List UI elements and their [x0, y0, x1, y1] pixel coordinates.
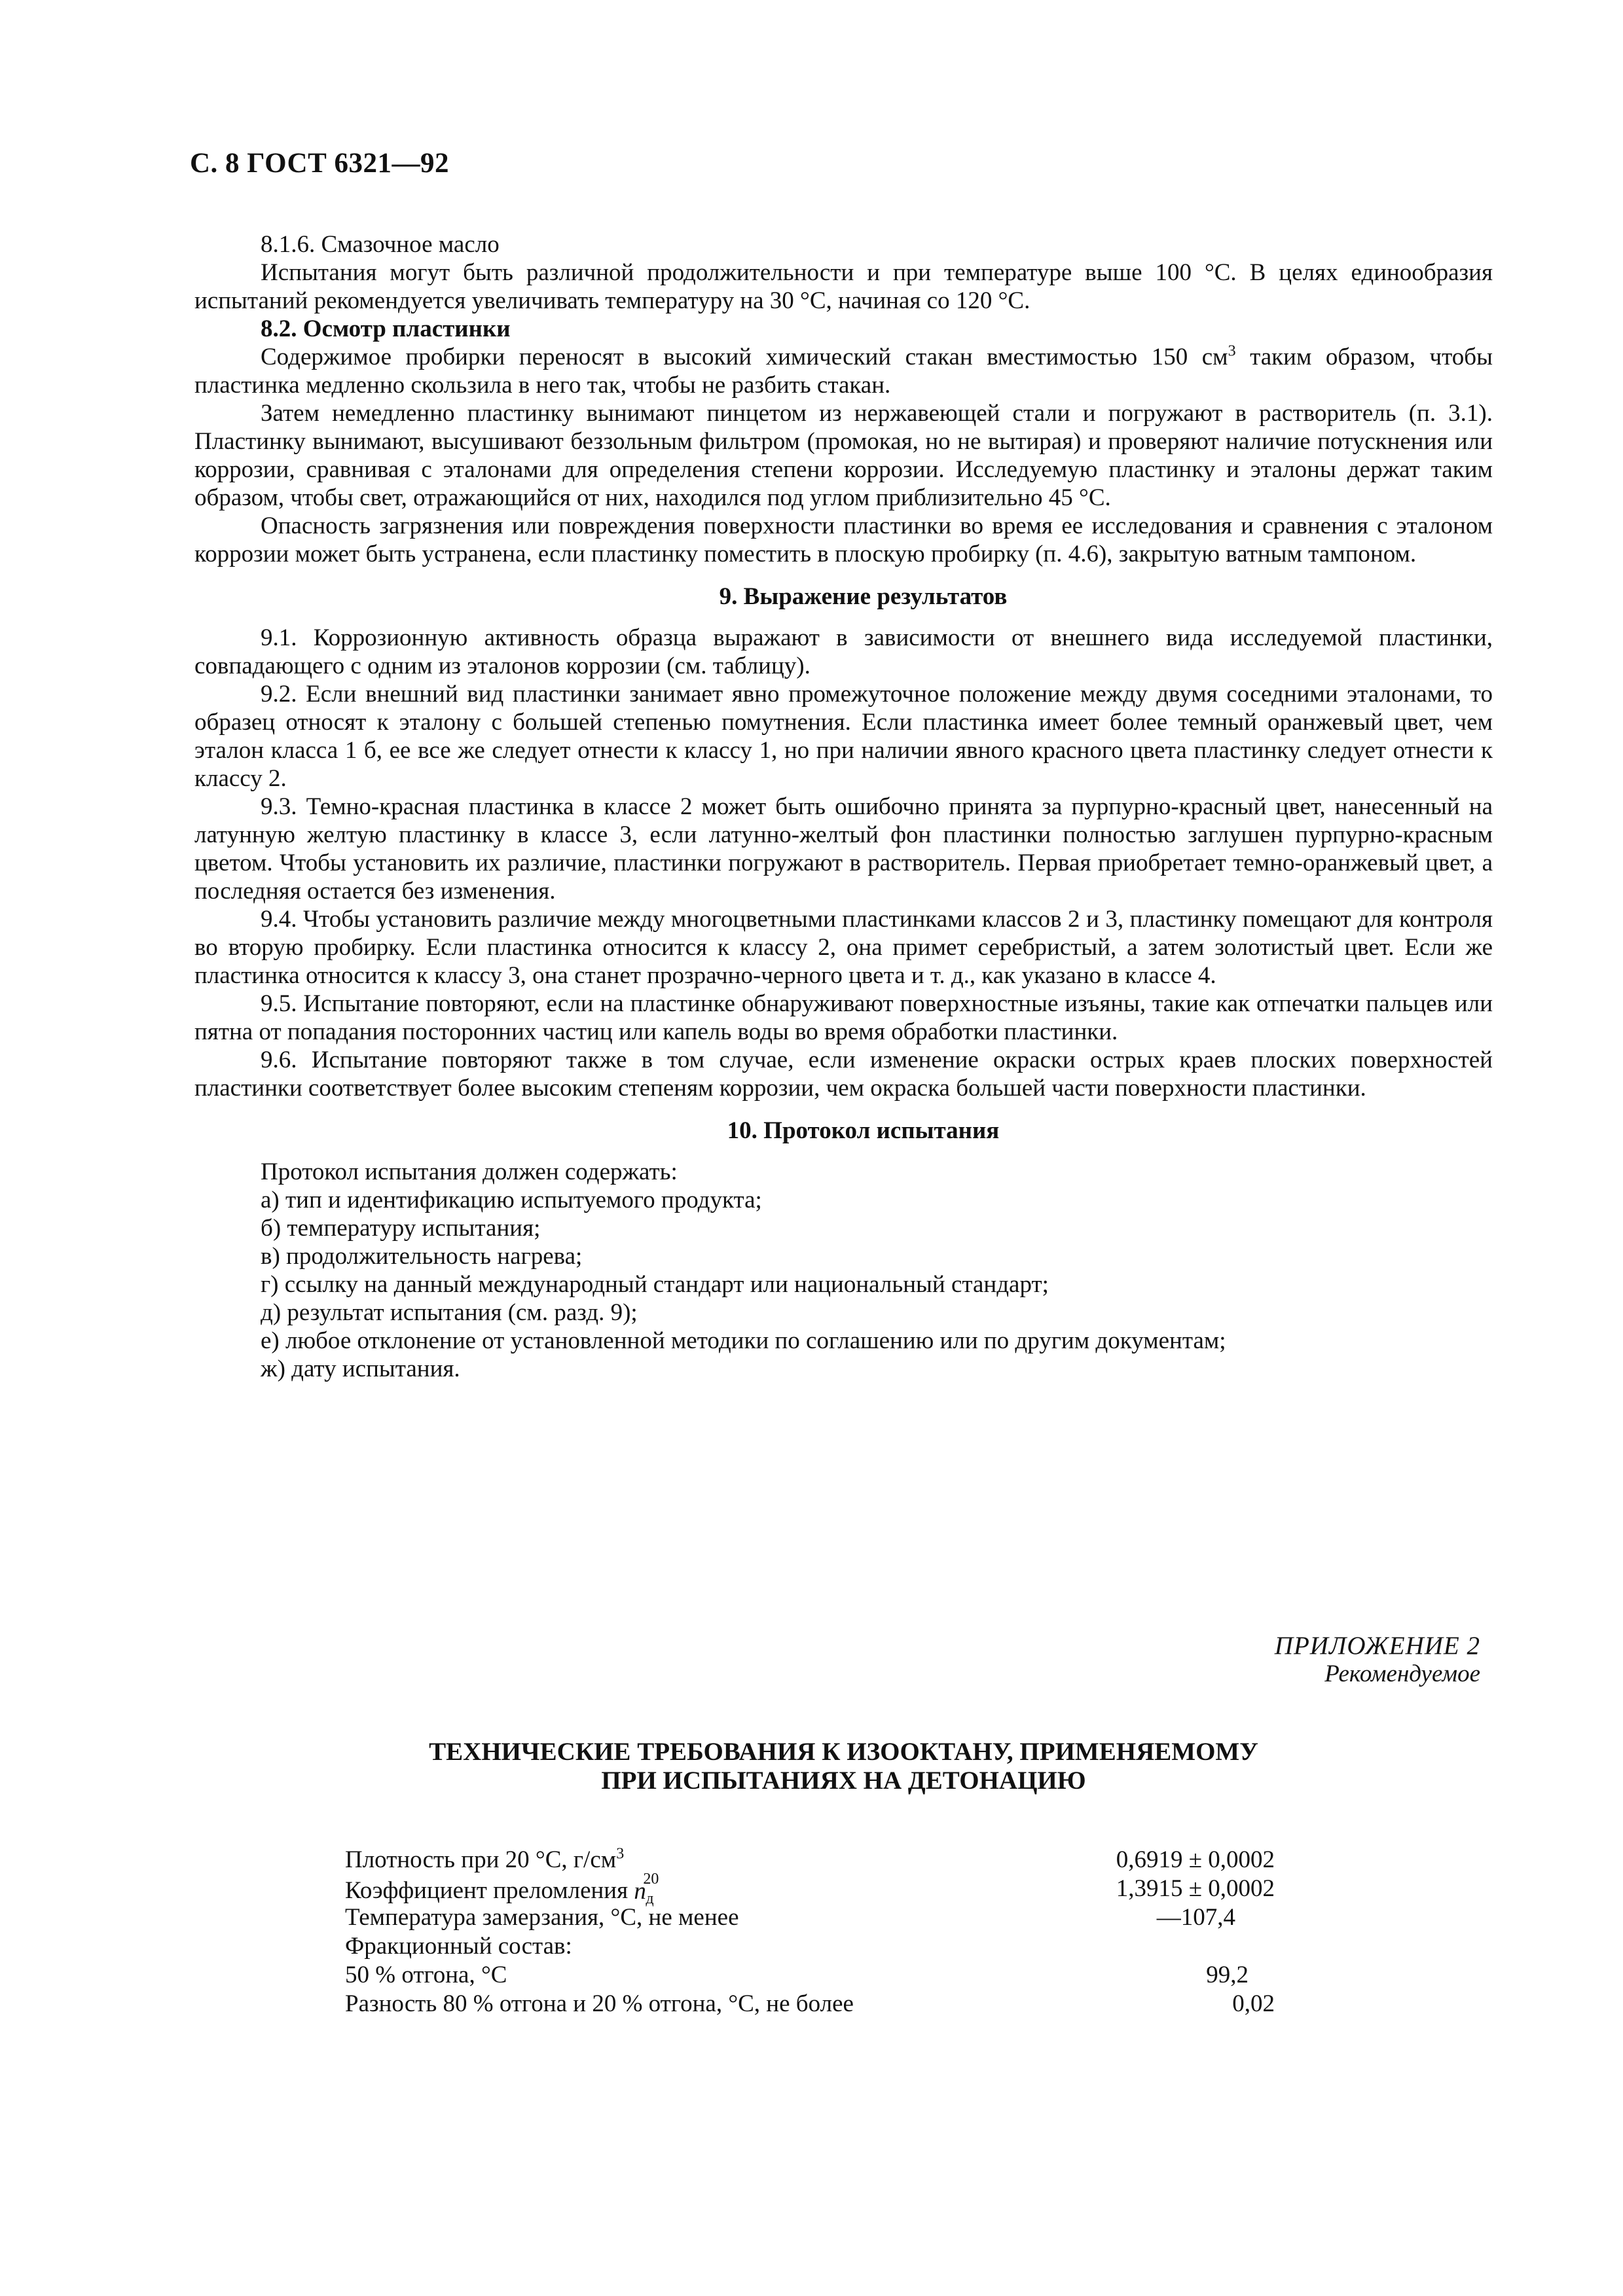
list-item: е) любое отклонение от установленной методики по соглашению или по другим документам; [261, 1327, 1226, 1354]
spec-row-density: Плотность при 20 °С, $г/см^3$ 0,6919 ± 0,0002 [345, 1845, 1275, 1873]
appendix-label-block [1275, 1632, 1480, 1688]
section-8-2-title: 8.2. Осмотр пластинки [261, 315, 511, 342]
paragraph: Опасность загрязнения или повреждения поверхности пластинки во время ее исследования и сравнения с эталоном коррозии может быть устранена, если пластинку поместить в плоскую пробирку (п. 4.6), закрытую ватным тампоном. [194, 512, 1493, 567]
document-body [194, 230, 1493, 1383]
spec-row-50-distillate: 50 % отгона, °С 99,2 [345, 1962, 1249, 1988]
paragraph: Протокол испытания должен содержать: [261, 1158, 678, 1185]
appendix-label: ПРИЛОЖЕНИЕ 2 [1274, 1632, 1480, 1660]
appendix-title: ТЕХНИЧЕСКИЕ ТРЕБОВАНИЯ К ИЗООКТАНУ, ПРИМЕНЯЕМОМУ ПРИ ИСПЫТАНИЯХ НА ДЕТОНАЦИЮ [429, 1738, 1258, 1795]
paragraph: 9.3. Темно-красная пластинка в классе 2 может быть ошибочно принята за пурпурно-красный цвет, нанесенный на латунную желтую пластинку в классе 3, если латунно-желтый фон пластинки полностью заглушен пурпурно-красным цветом. Чтобы установить их различие, пластинки погружают в растворитель. Первая приобретает темно-оранжевый цвет, а последняя остается без изменения. [194, 793, 1493, 905]
paragraph: 9.5. Испытание повторяют, если на пластинке обнаруживают поверхностные изъяны, такие как отпечатки пальцев или пятна от попадания посторонних частиц или капель воды во время обработки пластинки. [194, 990, 1493, 1045]
spec-row-distillate-difference: Разность 80 % отгона и 20 % отгона, °С, не более 0,02 [345, 1990, 1275, 2017]
paragraph: 9.4. Чтобы установить различие между многоцветными пластинками классов 2 и 3, пластинку помещают для контроля во вторую пробирку. Если пластинка относится к классу 2, она примет серебристый, а затем золотистый цвет. Если же пластинка относится к классу 3, она станет прозрачно-черного цвета и т. д., как указано в классе 4. [194, 906, 1493, 989]
superscript: 3 [1228, 342, 1236, 360]
paragraph: Затем немедленно пластинку вынимают пинцетом из нержавеющей стали и погружают в растворитель (п. 3.1). Пластинку вынимают, высушивают беззольным фильтром (промокая, но не вытирая) и проверяют наличие потускнения или коррозии, сравнивая с эталонами для определения степени коррозии. Исследуемую пластинку и эталоны держат таким образом, чтобы свет, отражающийся от них, находился под углом приблизительно 45 °С. [194, 400, 1493, 511]
paragraph: 9.6. Испытание повторяют также в том случае, если изменение окраски острых краев плоских поверхностей пластинки соответствует более высоким степеням коррозии, чем окраска большей части поверхности пластинки. [194, 1047, 1493, 1102]
list-item: г) ссылку на данный международный стандарт или национальный стандарт; [261, 1271, 1049, 1298]
section-10-heading: 10. Протокол испытания [727, 1117, 1000, 1144]
spec-row-freezing: Температура замерзания, °С, не менее —107,4 [345, 1904, 1235, 1931]
refraction-symbol: n 20 д [634, 1871, 659, 1907]
protocol-list [194, 1186, 1493, 1383]
list-item: д) результат испытания (см. разд. 9); [261, 1299, 638, 1326]
paragraph: 9.1. Коррозионную активность образца выражают в зависимости от внешнего вида исследуемой пластинки, совпадающего с одним из эталонов коррозии (см. таблицу). [194, 624, 1493, 679]
section-9-heading: 9. Выражение результатов [719, 583, 1008, 610]
list-item: а) тип и идентификацию испытуемого продукта; [261, 1187, 762, 1213]
isooctane-specs [345, 1846, 1275, 2018]
section-8-1-6-title: 8.1.6. Смазочное масло [261, 231, 500, 258]
page-header: С. 8 ГОСТ 6321—92 [190, 148, 450, 179]
spec-row-refraction: Коэффициент преломления n 20 д 1,3915 ± 0,0002 [345, 1871, 1275, 1907]
paragraph: Содержимое пробирки переносят в высокий химический стакан вместимостью 150 $см^3$ таким образом, чтобы пластинка медленно скользила в него так, чтобы не разбить стакан. [194, 342, 1493, 399]
spec-row-fraction-heading: Фракционный состав: [345, 1933, 572, 1960]
list-item: б) температуру испытания; [261, 1215, 541, 1242]
list-item: ж) дату испытания. [261, 1355, 460, 1382]
appendix-sublabel: Рекомендуемое [1324, 1660, 1480, 1687]
list-item: в) продолжительность нагрева; [261, 1243, 583, 1270]
paragraph: 9.2. Если внешний вид пластинки занимает явно промежуточное положение между двумя соседними эталонами, то образец относят к эталону с большей степенью помутнения. Если пластинка имеет более темный оранжевый цвет, чем эталон класса 1 б, ее все же следует отнести к классу 1, но при наличии явного красного цвета пластинку следует отнести к классу 2. [194, 681, 1493, 792]
paragraph: Испытания могут быть различной продолжительности и при температуре выше 100 °С. В целях единообразия испытаний рекомендуется увеличивать температуру на 30 °С, начиная со 120 °С. [194, 259, 1493, 314]
